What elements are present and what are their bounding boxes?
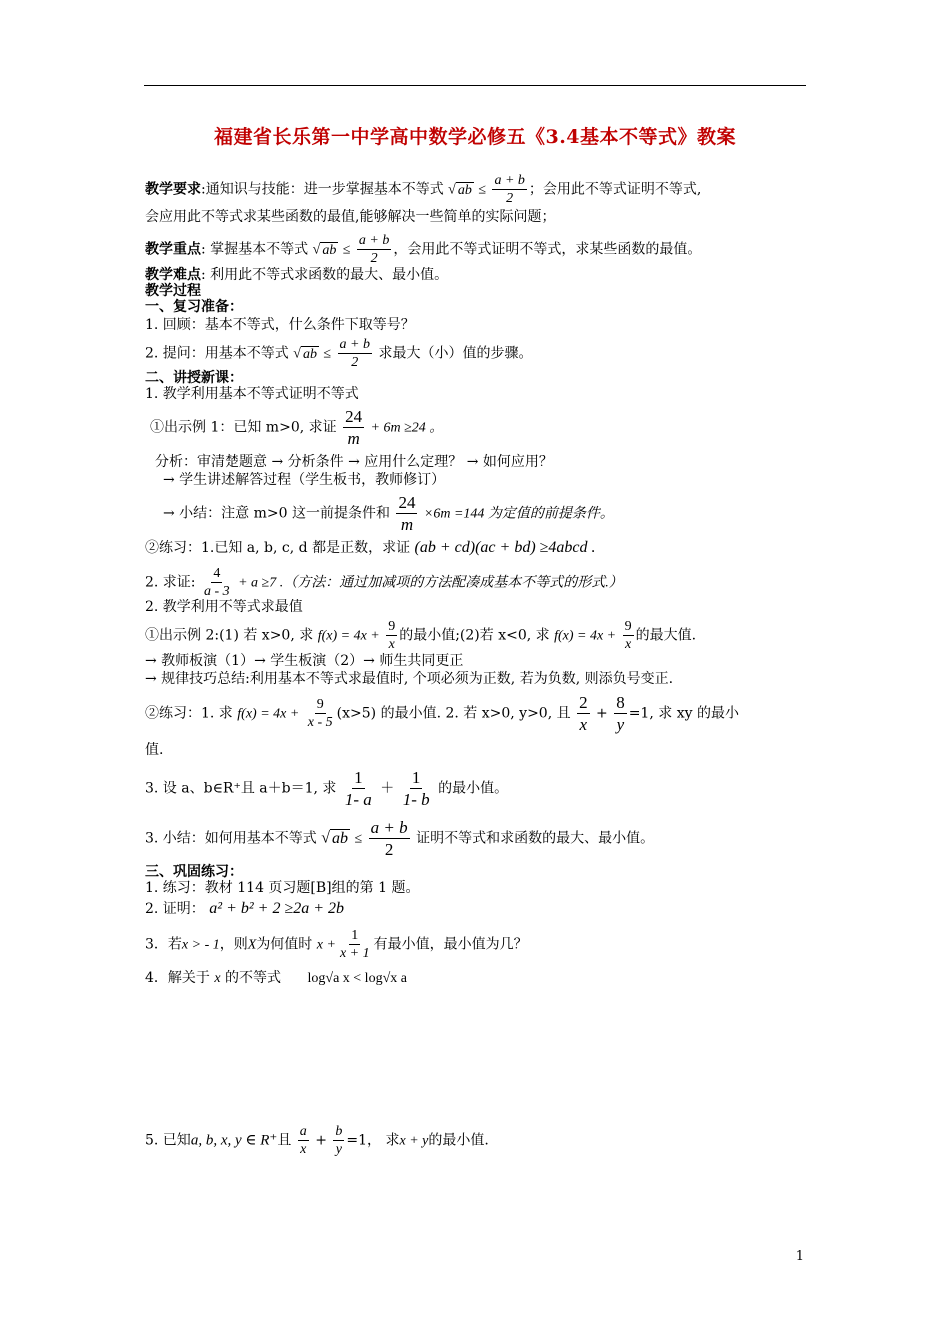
practice4: 3. 设 a、b∈R⁺且 a＋b＝1, 求 $\frac{1}{1- a}$ ＋ $\frac{1}{1- b}$ 的最小值。 [145,768,509,809]
topic3-summary: 3. 小结：如何用基本不等式 √ ab ≤ $\frac{a + b}{2}$ 证明不等式和求函数的最大、最小值。 [145,818,655,859]
header-rule [144,85,806,86]
practice3-end: 值. [145,742,164,758]
teaching-requirements-line2: 会应用此不等式求某些函数的最值,能够解决一些简单的实际问题； [145,209,556,225]
topic2: 2. 教学利用不等式求最值 [145,599,303,615]
practice3: ②练习：1. 求 f(x) = 4x + $\frac{9}{x - 5}$ (x>5) 的最小值. 2. 若 x>0, y>0, 且 $\frac{2}{x}$ + $\frac{8}{y}$ =1, 求 xy 的最小 [145,693,739,734]
teaching-requirements: 教学要求:通知识与技能：进一步掌握基本不等式 √ ab ≤ $\frac{a + b}{2}$ ；会用此不等式证明不等式, [145,173,702,206]
teaching-focus: 教学重点: 掌握基本不等式 √ ab ≤ $\frac{a + b}{2}$ ，会用此不等式证明不等式，求某些函数的最值。 [145,233,702,266]
topic1: 1. 教学利用基本不等式证明不等式 [145,386,359,402]
student-explain: → 学生讲述解答过程（学生板书，教师修订） [163,472,446,488]
exercise1: 1. 练习：教材 114 页习题[B]组的第 1 题。 [145,880,420,896]
exercise3: 3．若x > - 1，则X为何值时 x + $\frac{1}{x + 1}$ 有最小值，最小值为几？ [145,928,528,961]
example2: ①出示例 2:(1) 若 x>0, 求 f(x) = 4x + $\frac{9}{x}$ 的最小值;(2)若 x<0, 求 f(x) = 4x + $\frac{9}{x}$ 的最大值. [145,619,697,652]
practice2: 2. 求证: $\frac{4}{a - 3}$ + a ≥7 .（方法：通过加减项的方法配凑成基本不等式的形式.） [145,566,623,599]
section2-heading: 二、讲授新课： [145,370,243,386]
teaching-process-heading: 教学过程 [145,283,201,299]
exercise4: 4．解关于 x 的不等式 log√a x < log√x a [145,970,407,986]
exercise5: 5. 已知a, b, x, y ∈ R⁺且 $\frac{a}{x}$ + $\frac{b}{y}$ =1， 求x + y的最小值. [145,1124,489,1157]
practice1: ②练习：1.已知 a, b, c, d 都是正数，求证 (ab + cd)(ac + bd) ≥4abcd . [145,539,596,556]
rule-summary: → 规律技巧总结:利用基本不等式求最值时, 个项必须为正数, 若为负数, 则添负号变正. [145,671,674,687]
analysis: 分析：审清楚题意 → 分析条件 → 应用什么定理？ → 如何应用？ [155,454,553,470]
board-demo: → 教师板演（1）→ 学生板演（2）→ 师生共同更正 [145,653,464,669]
page-number: 1 [795,1249,804,1264]
exercise2: 2. 证明： a² + b² + 2 ≥2a + 2b [145,900,345,917]
document-title: 福建省长乐第一中学高中数学必修五《3.4基本不等式》教案 [213,126,737,148]
summary1: → 小结：注意 m>0 这一前提条件和 $\frac{24}{m}$ ×6m =144 为定值的前提条件。 [163,493,614,534]
review-q1: 1. 回顾：基本不等式，什么条件下取等号？ [145,317,415,333]
review-q2: 2. 提问：用基本不等式 √ ab ≤ $\frac{a + b}{2}$ 求最大（小）值的步骤。 [145,337,533,370]
section3-heading: 三、巩固练习： [145,864,243,880]
section1-heading: 一、复习准备： [145,299,243,315]
teaching-difficulty: 教学难点: 利用此不等式求函数的最大、最小值。 [145,267,449,283]
example1: ①出示例 1：已知 m>0, 求证 $\frac{24}{m}$ + 6m ≥24 。 [150,407,444,448]
